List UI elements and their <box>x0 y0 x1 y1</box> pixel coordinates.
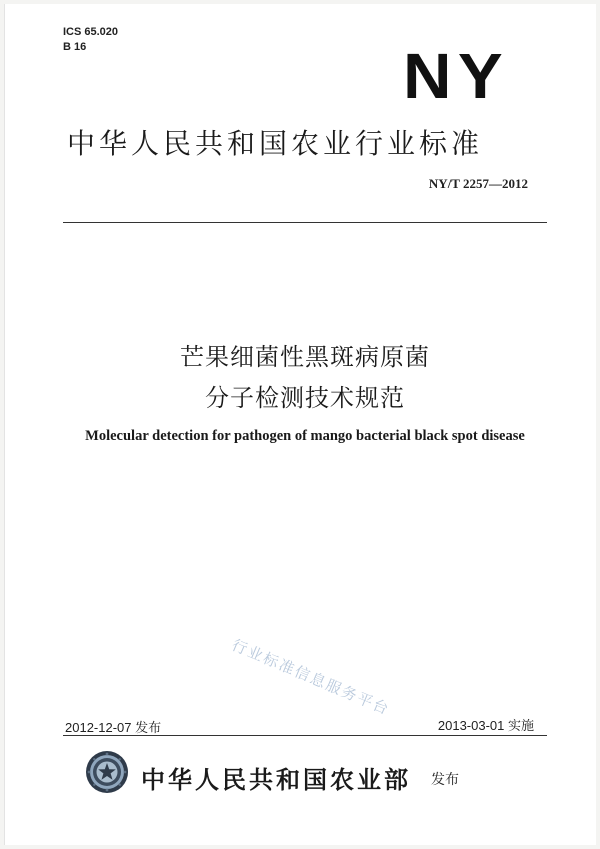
ics-code: ICS 65.020 <box>63 26 119 38</box>
national-emblem-icon <box>85 750 129 794</box>
title-en: Molecular detection for pathogen of mango bacterial black spot disease <box>85 428 525 444</box>
top-divider <box>63 222 547 223</box>
title-cn-line-1: 芒果细菌性黑斑病原菌 <box>180 343 430 371</box>
standard-number: NY/T 2257—2012 <box>428 176 528 191</box>
standard-type-heading: 中华人民共和国农业行业标准 <box>67 127 484 160</box>
watermark: 行业标准信息服务平台 <box>229 635 393 719</box>
issuer-suffix: 发布 <box>431 772 459 788</box>
ccs-code: B 16 <box>63 41 87 53</box>
document-page <box>4 4 596 845</box>
issuing-authority: 中华人民共和国农业部 <box>141 766 411 794</box>
bottom-divider <box>63 735 547 736</box>
implementation-date: 2013-03-01 实施 <box>437 718 534 733</box>
issue-date: 2012-12-07 发布 <box>65 720 162 735</box>
ny-logo: NY <box>403 40 509 112</box>
title-cn-line-2: 分子检测技术规范 <box>205 384 405 412</box>
